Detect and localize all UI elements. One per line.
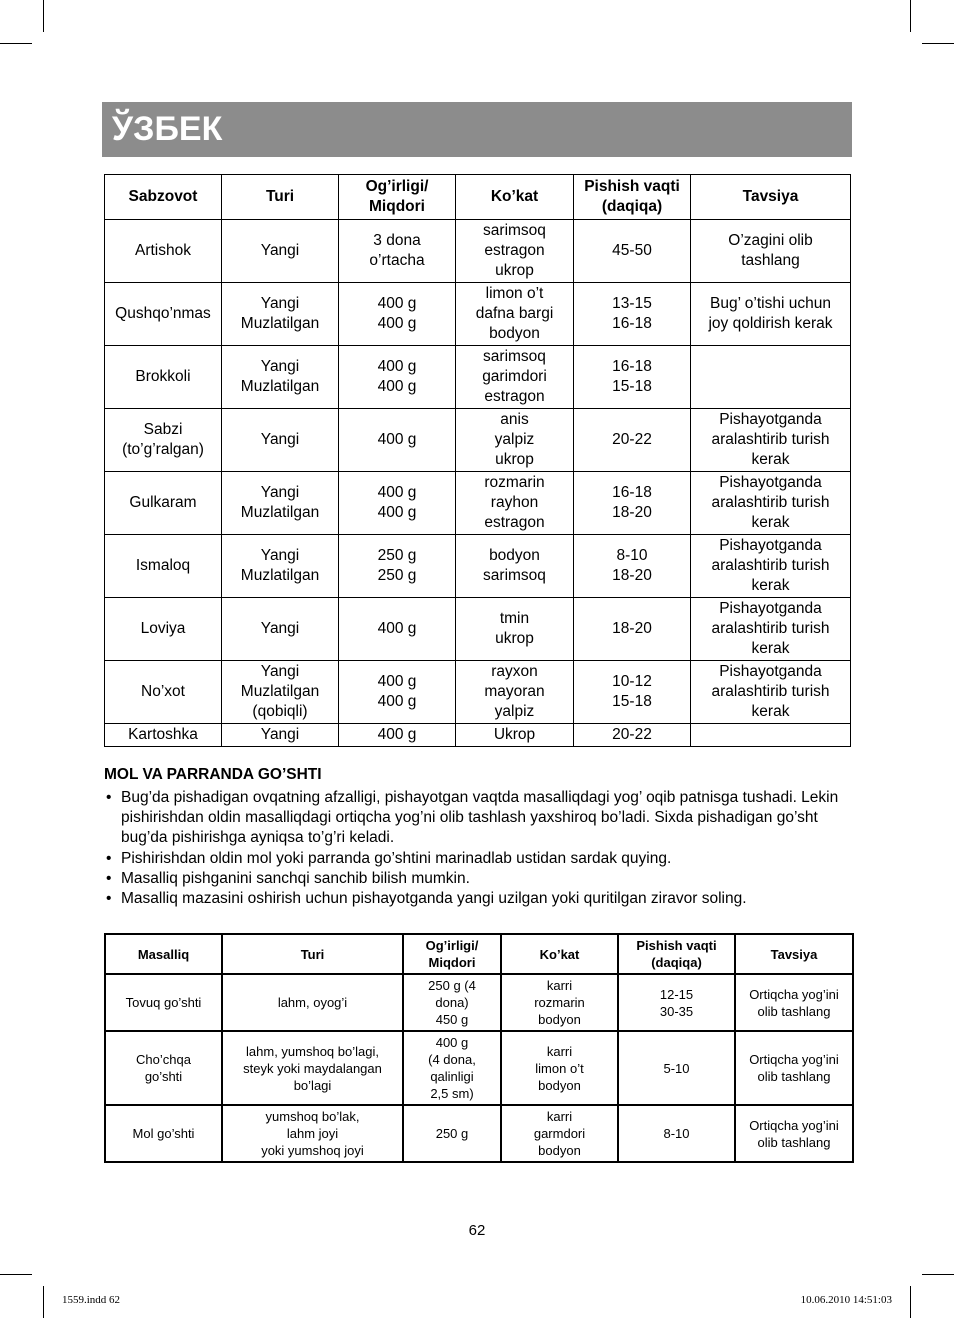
table-cell: karri rozmarin bodyon [501,974,618,1031]
table-cell: Yangi [222,409,339,472]
table-cell: lahm, yumshoq bo’lagi, steyk yoki maydalangan bo’lagi [222,1031,403,1105]
table-header-row [105,934,853,974]
crop-mark [922,1274,954,1275]
crop-mark [910,0,911,32]
table-cell: 400 g 400 g [339,472,456,535]
table-cell: 45-50 [574,220,691,283]
header-cell: Sabzovot [105,175,222,220]
table-cell [691,346,851,409]
table-cell: yumshoq bo’lak, lahm joyi yoki yumshoq joyi [222,1105,403,1162]
section-title: MOL VA PARRANDA GO’SHTI [104,766,322,783]
table-row [105,283,851,346]
table-cell: 400 g 400 g [339,661,456,724]
table-cell: Cho’chqa go’shti [105,1031,222,1105]
table-cell: 18-20 [574,598,691,661]
table-cell: 13-15 16-18 [574,283,691,346]
table-cell: Ukrop [456,724,574,747]
language-banner: ЎЗБЕК [102,102,852,157]
table-cell: Yangi [222,724,339,747]
crop-mark [0,43,32,44]
table-row [105,409,851,472]
crop-mark [43,1286,44,1318]
table-row [105,661,851,724]
bullet-icon: • [106,789,112,806]
table-cell: Yangi [222,220,339,283]
table-cell: Artishok [105,220,222,283]
table-cell: Yangi Muzlatilgan [222,472,339,535]
table-cell: rozmarin rayhon estragon [456,472,574,535]
table-row [105,535,851,598]
table-cell: Yangi [222,598,339,661]
bullet-icon: • [106,890,112,908]
bullet-list [104,788,844,909]
table-cell [691,724,851,747]
footer-file-info: 1559.indd 62 [62,1294,121,1306]
table-cell: tmin ukrop [456,598,574,661]
table-cell: 3 dona o’rtacha [339,220,456,283]
table-header-row [105,175,851,220]
table-cell: sarimsoq garimdori estragon [456,346,574,409]
table-cell: rayxon mayoran yalpiz [456,661,574,724]
header-cell: Pishish vaqti (daqiqa) [574,175,691,220]
list-item [104,889,844,909]
table-cell: Tovuq go’shti [105,974,222,1031]
table-cell: 400 g [339,598,456,661]
table-cell: limon o’t dafna bargi bodyon [456,283,574,346]
table-cell: 8-10 18-20 [574,535,691,598]
table-row [105,598,851,661]
list-item-text: Masalliq mazasini oshirish uchun pishayotganda yangi uzilgan yoki quritilgan ziravor soling. [121,890,747,908]
page-number: 62 [468,1222,486,1239]
table-cell: Loviya [105,598,222,661]
table-cell: karri garmdori bodyon [501,1105,618,1162]
table-cell: Ortiqcha yog’ini olib tashlang [735,1105,853,1162]
header-cell: Turi [222,175,339,220]
meat-table [104,933,854,1163]
list-item [104,788,844,849]
table-cell: Yangi Muzlatilgan (qobiqli) [222,661,339,724]
header-cell: Og’irligi/ Miqdori [403,934,501,974]
table-cell: anis yalpiz ukrop [456,409,574,472]
table-row [105,220,851,283]
table-row [105,346,851,409]
table-cell: 250 g (4 dona) 450 g [403,974,501,1031]
table-cell: 16-18 18-20 [574,472,691,535]
table-cell: Pishayotganda aralashtirib turish kerak [691,598,851,661]
table-cell: Kartoshka [105,724,222,747]
table-cell: Gulkaram [105,472,222,535]
table-cell: 12-15 30-35 [618,974,735,1031]
table-cell: Bug’ o’tishi uchun joy qoldirish kerak [691,283,851,346]
bullet-icon: • [106,869,112,887]
table-cell: 400 g 400 g [339,346,456,409]
table-cell: karri limon o’t bodyon [501,1031,618,1105]
crop-mark [0,1274,32,1275]
table-cell: 250 g [403,1105,501,1162]
list-item [104,869,844,889]
table-cell: 8-10 [618,1105,735,1162]
header-cell: Masalliq [105,934,222,974]
crop-mark [910,1286,911,1318]
table-cell: 250 g 250 g [339,535,456,598]
table-cell: 16-18 15-18 [574,346,691,409]
header-cell: Ko’kat [456,175,574,220]
table-cell: Ortiqcha yog’ini olib tashlang [735,1031,853,1105]
table-row [105,724,851,747]
table-cell: Yangi Muzlatilgan [222,283,339,346]
header-cell: Ko’kat [501,934,618,974]
table-cell: bodyon sarimsoq [456,535,574,598]
table-cell: 400 g [339,724,456,747]
bullet-icon: • [106,849,112,867]
table-cell: 400 g 400 g [339,283,456,346]
header-cell: Tavsiya [735,934,853,974]
footer-timestamp: 10.06.2010 14:51:03 [800,1294,892,1306]
table-cell: Sabzi (to’g’ralgan) [105,409,222,472]
header-cell: Pishish vaqti (daqiqa) [618,934,735,974]
table-cell: 5-10 [618,1031,735,1105]
table-cell: Pishayotganda aralashtirib turish kerak [691,409,851,472]
table-cell: No’xot [105,661,222,724]
list-item-text: Bug’da pishadigan ovqatning afzalligi, pishayotgan vaqtda masalliqdagi yog’ oqib patnisga tushadi. Lekin pishirishdan oldin masalliqdagi ortiqcha yog’ni olib tashlash yaxshiroq bo’ladi. Sixda pishadigan go’sht bug’da pishirishga ayniqsa to’g’ri keladi. [121,789,839,847]
table-cell: Pishayotganda aralashtirib turish kerak [691,535,851,598]
table-row [105,472,851,535]
table-row [105,1031,853,1105]
list-item-text: Pishirishdan oldin mol yoki parranda go’shtini marinadlab ustidan sardak quying. [121,849,672,867]
table-cell: Ismaloq [105,535,222,598]
table-cell: 20-22 [574,409,691,472]
table-cell: 400 g [339,409,456,472]
table-cell: 10-12 15-18 [574,661,691,724]
table-cell: Mol go’shti [105,1105,222,1162]
header-cell: Turi [222,934,403,974]
table-cell: Pishayotganda aralashtirib turish kerak [691,472,851,535]
table-row [105,1105,853,1162]
header-cell: Og’irligi/ Miqdori [339,175,456,220]
table-cell: Pishayotganda aralashtirib turish kerak [691,661,851,724]
table-row [105,974,853,1031]
table-cell: Yangi Muzlatilgan [222,346,339,409]
table-cell: 400 g (4 dona, qalinligi 2,5 sm) [403,1031,501,1105]
list-item-text: Masalliq pishganini sanchqi sanchib bilish mumkin. [121,869,470,887]
table-cell: Qushqo’nmas [105,283,222,346]
header-cell: Tavsiya [691,175,851,220]
crop-mark [43,0,44,32]
table-cell: sarimsoq estragon ukrop [456,220,574,283]
list-item [104,849,844,869]
table-cell: Ortiqcha yog’ini olib tashlang [735,974,853,1031]
table-cell: Brokkoli [105,346,222,409]
table-cell: Yangi Muzlatilgan [222,535,339,598]
crop-mark [922,43,954,44]
table-cell: O’zagini olib tashlang [691,220,851,283]
table-cell: 20-22 [574,724,691,747]
table-cell: lahm, oyog’i [222,974,403,1031]
vegetable-table [104,174,851,747]
